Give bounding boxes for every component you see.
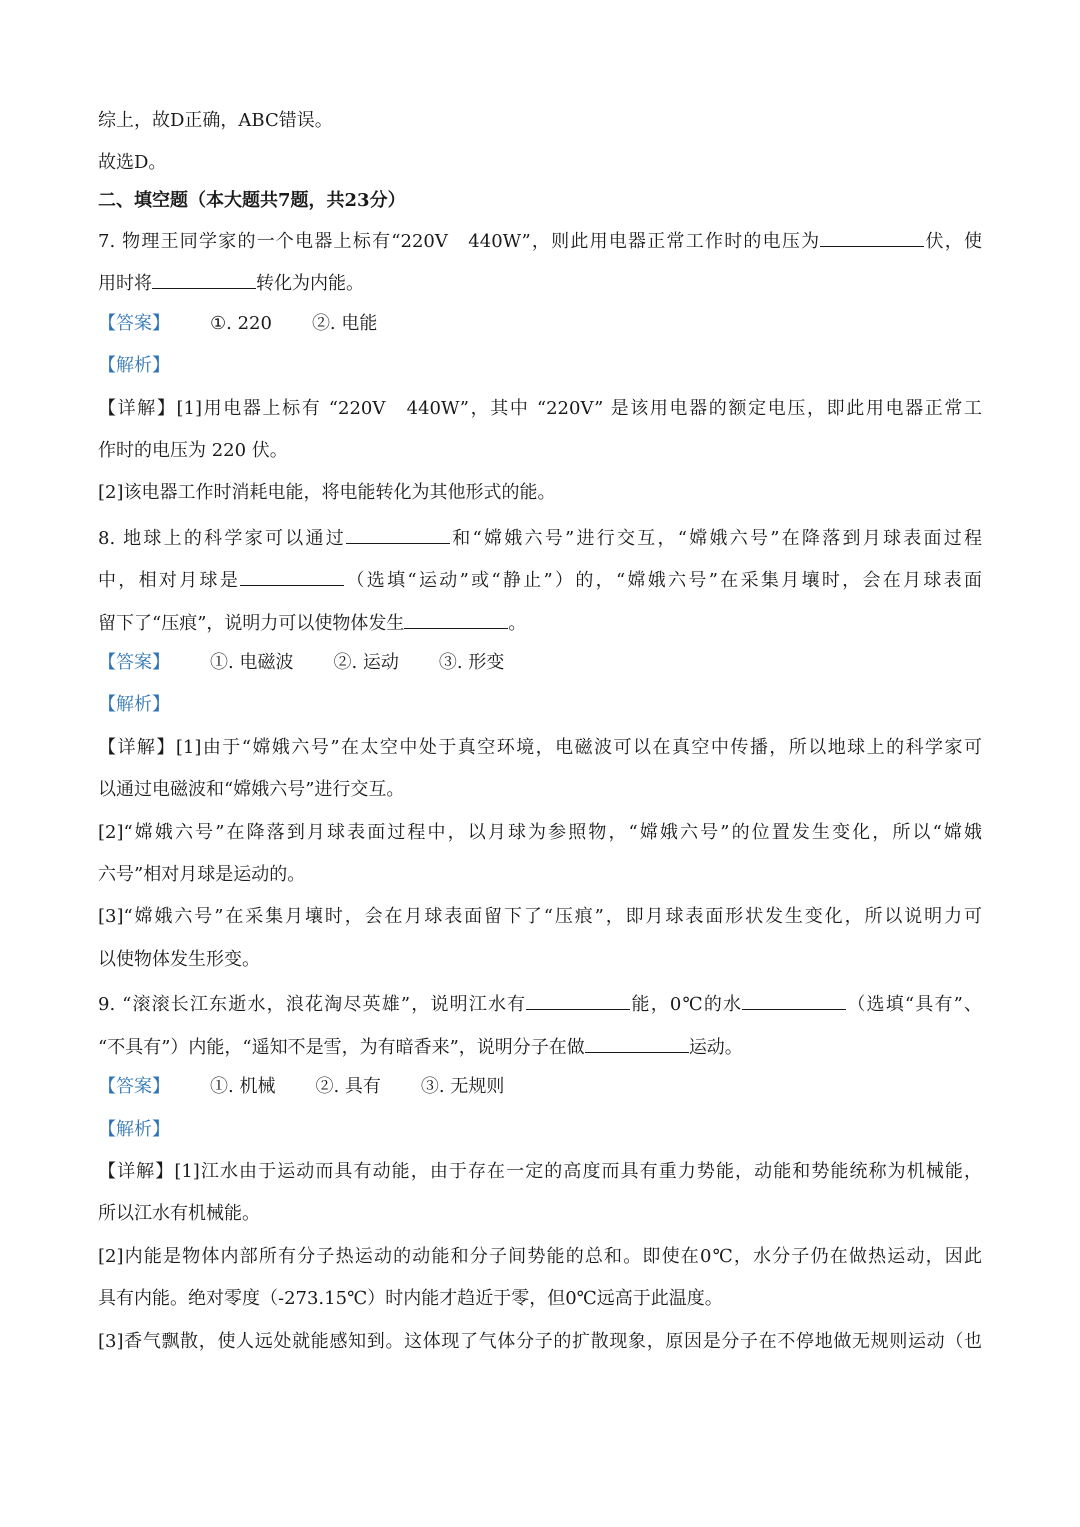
q9-detail-line-2: 所以江水有机械能。: [98, 1203, 260, 1224]
q9-blank-2: [742, 987, 846, 1010]
intro-line-1: 综上，故D正确，ABC错误。: [98, 110, 333, 131]
q8-stem-line-2: 中，相对月球是 （选填“运动”或“静止”）的，“嫦娥六号”在采集月壤时，会在月球表面: [98, 563, 982, 593]
q7-answer-1: ①. 220: [210, 313, 272, 334]
section-title: 二、填空题（本大题共7题，共23分）: [98, 190, 406, 211]
q8-blank-1: [346, 521, 450, 544]
q8-detail-line-4: 六号”相对月球是运动的。: [98, 864, 306, 885]
q8-answer-1: ①. 电磁波: [210, 652, 294, 673]
answer-label: 【答案】: [98, 1076, 170, 1097]
q9-answer-2: ②. 具有: [315, 1076, 381, 1097]
q9-answer-3: ③. 无规则: [420, 1076, 505, 1097]
q9-stem-line-2: “不具有”）内能，“遥知不是雪，为有暗香来”，说明分子在做 运动。: [98, 1030, 982, 1060]
answer-label: 【答案】: [98, 313, 170, 334]
q7-stem-line-1: 7. 物理王同学家的一个电器上标有“220V 440W”，则此用电器正常工作时的电压为 伏，使: [98, 224, 982, 254]
q7-blank-1: [820, 224, 924, 247]
q8-stem-line-1: 8. 地球上的科学家可以通过 和“嫦娥六号”进行交互，“嫦娥六号”在降落到月球表面过程: [98, 521, 982, 551]
q8-detail-line-6: 以使物体发生形变。: [98, 949, 260, 970]
intro-line-2: 故选D。: [98, 152, 167, 173]
q7-blank-2: [152, 266, 256, 289]
q9-blank-1: [526, 987, 630, 1010]
q8-detail-line-1: 【详解】[1]由于“嫦娥六号”在太空中处于真空环境，电磁波可以在真空中传播，所以地球上的科学家可: [98, 737, 982, 758]
q7-analysis-label: 【解析】: [98, 355, 170, 376]
q8-answer: [98, 648, 982, 678]
q9-analysis-label: 【解析】: [98, 1119, 170, 1140]
q9-detail-line-3: [2]内能是物体内部所有分子热运动的动能和分子间势能的总和。即使在0℃，水分子仍在做热运动，因此: [98, 1246, 982, 1267]
q8-analysis-label: 【解析】: [98, 694, 170, 715]
q8-blank-3: [404, 606, 508, 629]
detail-label: 【详解】: [98, 398, 177, 419]
q7-detail-line-1: 【详解】[1]用电器上标有 “220V 440W”，其中 “220V” 是该用电器的额定电压，即此用电器正常工: [98, 398, 983, 419]
q7-detail-line-2: 作时的电压为 220 伏。: [98, 440, 288, 461]
q8-stem-line-3: 留下了“压痕”，说明力可以使物体发生 。: [98, 606, 982, 636]
q8-detail-line-2: 以通过电磁波和“嫦娥六号”进行交互。: [98, 779, 405, 800]
detail-label: 【详解】: [98, 1161, 175, 1182]
q9-blank-3: [585, 1030, 689, 1053]
q7-detail-line-3: [2]该电器工作时消耗电能，将电能转化为其他形式的能。: [98, 482, 556, 503]
q9-detail-line-4: 具有内能。绝对零度（-273.15℃）时内能才趋近于零，但0℃远高于此温度。: [98, 1288, 723, 1309]
q9-detail-line-5: [3]香气飘散，使人远处就能感知到。这体现了气体分子的扩散现象，原因是分子在不停地做无规则运动（也: [98, 1331, 982, 1352]
answer-label: 【答案】: [98, 652, 170, 673]
q7-stem-line-2: 用时将 转化为内能。: [98, 266, 982, 296]
q8-blank-2: [240, 563, 344, 586]
q7-answer-2: ②. 电能: [311, 313, 378, 334]
q9-detail-line-1: 【详解】[1]江水由于运动而具有动能，由于存在一定的高度而具有重力势能，动能和势能统称为机械能，: [98, 1161, 982, 1182]
q8-answer-3: ③. 形变: [438, 652, 505, 673]
q9-answer: [98, 1072, 982, 1102]
q8-detail-line-5: [3]“嫦娥六号”在采集月壤时，会在月球表面留下了“压痕”，即月球表面形状发生变化，所以说明力可: [98, 906, 982, 927]
q8-detail-line-3: [2]“嫦娥六号”在降落到月球表面过程中，以月球为参照物，“嫦娥六号”的位置发生变化，所以“嫦娥: [98, 822, 982, 843]
q8-answer-2: ②. 运动: [333, 652, 399, 673]
q7-answer: [98, 309, 982, 339]
detail-label: 【详解】: [98, 737, 176, 758]
q9-stem-line-1: 9. “滚滚长江东逝水，浪花淘尽英雄”，说明江水有 能，0℃的水 （选填“具有”、: [98, 987, 982, 1017]
q9-answer-1: ①. 机械: [210, 1076, 276, 1097]
